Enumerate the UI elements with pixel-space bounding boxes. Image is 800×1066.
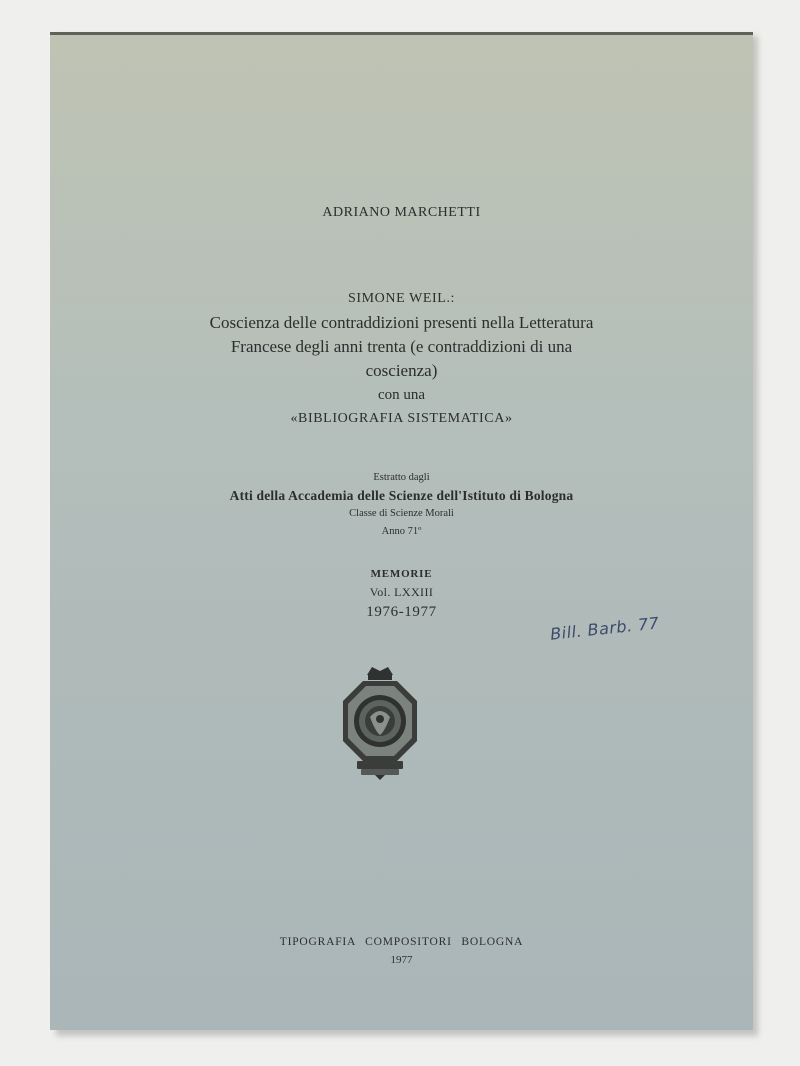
title-line-1: Coscienza delle contraddizioni presenti nella Letteratura xyxy=(209,313,594,332)
academy-seal-icon xyxy=(335,661,425,781)
extract-block xyxy=(50,469,753,541)
title-head: SIMONE WEIL.: xyxy=(347,291,456,306)
title-line-3: coscienza) xyxy=(365,361,438,380)
publisher-name: TIPOGRAFIA COMPOSITORI BOLOGNA xyxy=(279,936,524,948)
bibliography-title: «BIBLIOGRAFIA SISTEMATICA» xyxy=(290,411,513,426)
author-name: ADRIANO MARCHETTI xyxy=(322,205,481,220)
handwritten-note: Bill. Barb. 77 xyxy=(549,613,661,644)
book-cover xyxy=(50,32,753,1030)
series-block xyxy=(50,565,753,621)
title-line-2: Francese degli anni trenta (e contraddizioni di una xyxy=(230,337,573,356)
series-years: 1976-1977 xyxy=(366,604,437,620)
series-volume: Vol. LXXIII xyxy=(369,585,434,599)
extract-label: Estratto dagli xyxy=(373,472,430,483)
series-name: MEMORIE xyxy=(370,568,433,580)
publisher-block xyxy=(50,933,753,969)
publisher-year: 1977 xyxy=(390,954,413,966)
title-block xyxy=(50,287,753,431)
academy-year: Anno 71º xyxy=(381,526,422,537)
academy-name: Atti della Accademia delle Scienze dell'Istituto di Bologna xyxy=(229,488,574,503)
con-una-text: con una xyxy=(377,387,426,403)
academy-class: Classe di Scienze Morali xyxy=(349,508,454,519)
